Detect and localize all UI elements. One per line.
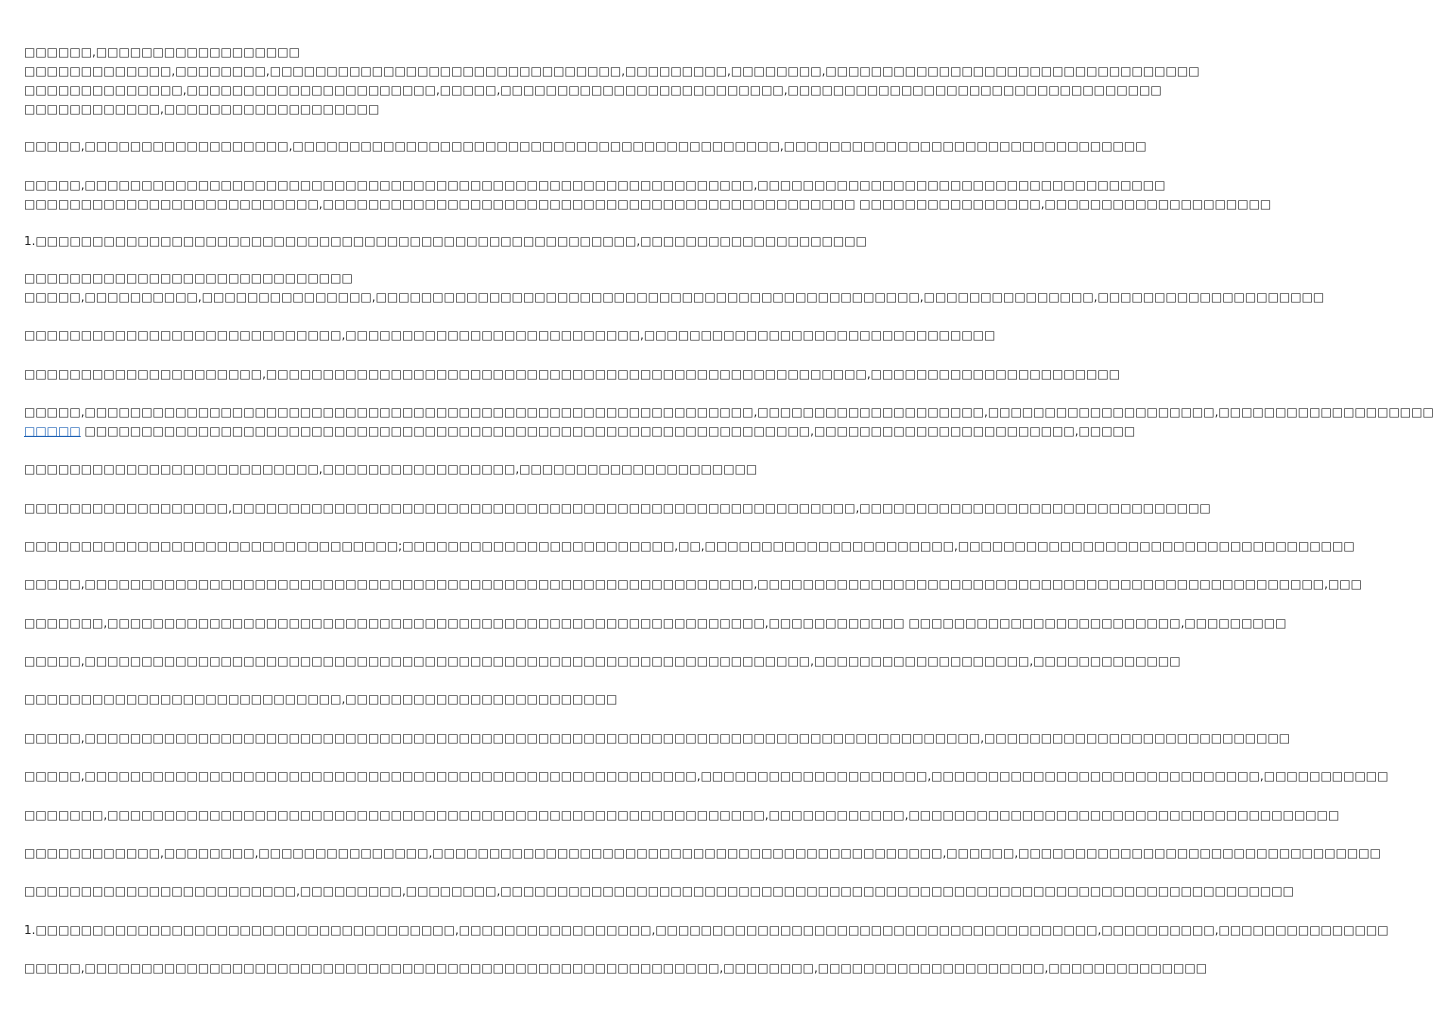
text-line: □□□□□,□□□□□□□□□□□□□□□□□□,□□□□□□□□□□□□□□□□□□□□□□□□□□□□□□□□□□□□□□□□□□□,□□□□□□□□□□□□□□□□□□□□□□□□□□□□□□□□	[24, 139, 1147, 153]
paragraph	[24, 499, 1211, 518]
paragraph	[24, 729, 1291, 748]
text-line: 1.□□□□□□□□□□□□□□□□□□□□□□□□□□□□□□□□□□□□□□□□□□□□□□□□□□□□□,□□□□□□□□□□□□□□□□□□□□	[24, 234, 867, 248]
text-line: □□□□□□□,□□□□□□□□□□□□□□□□□□□□□□□□□□□□□□□□□□□□□□□□□□□□□□□□□□□□□□□□□□,□□□□□□□□□□□□ □□□□□□□□□□□□□□□□□□□□□□□□,□□□□□□□□□	[24, 616, 1287, 630]
paragraph	[24, 43, 1200, 119]
paragraph	[24, 403, 1434, 441]
paragraph	[24, 232, 867, 251]
paragraph	[24, 921, 1389, 940]
paragraph	[24, 575, 1362, 594]
text-line: □□□□□,□□□□□□□□□□□□□□□□□□□□□□□□□□□□□□□□□□□□□□□□□□□□□□□□□□□□□□□□□□□,□□□□□□□□□□□□□□□□□□□□□□□□□□□□□□□□□□□□	[24, 178, 1166, 192]
text-line: □□□□□,□□□□□□□□□□□□□□□□□□□□□□□□□□□□□□□□□□□□□□□□□□□□□□□□□□□□□□□□□□□□□□□□,□□□□□□□□□□□□□□□□□□□,□□□□□□□□□□□□□	[24, 654, 1181, 668]
text-line: □□□□□□□□□□□□□□□□□□□□□□□□□□,□□□□□□□□□□□□□□□□□,□□□□□□□□□□□□□□□□□□□□□	[24, 462, 758, 476]
text-line: □□□□□□□□□□□□,□□□□□□□□□□□□□□□□□□□	[24, 102, 380, 116]
inline-link[interactable]: □□□□□	[24, 424, 81, 438]
text-line: □□□□□,□□□□□□□□□□□□□□□□□□□□□□□□□□□□□□□□□□□□□□□□□□□□□□□□□□□□□□□□□□□□□□□□□□□□□□□□□□□□□□□,□□□□□□□□□□□□□□□□□□□□□□□□□□□	[24, 731, 1291, 745]
paragraph	[24, 882, 1294, 901]
text-line: □□□□□□□□□□□□□□□□□□□□□□□□□□□□□□□□□;□□□□□□□□□□□□□□□□□□□□□□□□,□□,□□□□□□□□□□□□□□□□□□□□□□,□□□□□□□□□□□□□□□□□□□□□□□□□□□□□□□□□□□	[24, 539, 1355, 553]
paragraph	[24, 614, 1287, 633]
text-segment: □□□□□□□□□□□□□□□□□□□□□□□□□□□□□□□□□□□□□□□□□□□□□□□□□□□□□□□□□□□□□□□□,□□□□□□□□□□□□□□□□□□□□□□□,□□□□□	[80, 424, 1136, 438]
paragraph	[24, 326, 996, 345]
text-line: □□□□□,□□□□□□□□□□□□□□□□□□□□□□□□□□□□□□□□□□□□□□□□□□□□□□□□□□□□□□□□□□□,□□□□□□□□□□□□□□□□□□□□,□□□□□□□□□□□□□□□□□□□□,□□□□□□□□□□□□□□□□□□□	[24, 405, 1434, 419]
text-line: □□□□□□□□□□□□□□,□□□□□□□□□□□□□□□□□□□□□□,□□□□□,□□□□□□□□□□□□□□□□□□□□□□□□□,□□□□□□□□□□□□□□□□□□□□□□□□□□□□□□□□□	[24, 83, 1162, 97]
paragraph	[24, 537, 1355, 556]
text-line: □□□□□□□□□□□□□□□□□□□□□,□□□□□□□□□□□□□□□□□□□□□□□□□□□□□□□□□□□□□□□□□□□□□□□□□□□□□,□□□□□□□□□□□□□□□□□□□□□□	[24, 367, 1121, 381]
text-line: □□□□□,□□□□□□□□□□□□□□□□□□□□□□□□□□□□□□□□□□□□□□□□□□□□□□□□□□□□□□□□,□□□□□□□□,□□□□□□□□□□□□□□□□□□□□,□□□□□□□□□□□□□□	[24, 961, 1208, 975]
text-line: □□□□□,□□□□□□□□□□□□□□□□□□□□□□□□□□□□□□□□□□□□□□□□□□□□□□□□□□□□□□,□□□□□□□□□□□□□□□□□□□□,□□□□□□□□□□□□□□□□□□□□□□□□□□□□□,□□□□□□□□□□□	[24, 769, 1389, 783]
paragraph	[24, 652, 1181, 671]
paragraph	[24, 460, 758, 479]
text-line: □□□□□,□□□□□□□□□□,□□□□□□□□□□□□□□□,□□□□□□□□□□□□□□□□□□□□□□□□□□□□□□□□□□□□□□□□□□□□□□□□,□□□□□□□□□□□□□□□,□□□□□□□□□□□□□□□□□□□□	[24, 290, 1325, 304]
paragraph	[24, 176, 1272, 214]
text-line: □□□□□□□□□□□□□,□□□□□□□□,□□□□□□□□□□□□□□□□□□□□□□□□□□□□□□□,□□□□□□□□□,□□□□□□□□,□□□□□□□□□□□□□□□□□□□□□□□□□□□□□□□□□	[24, 64, 1200, 78]
text-line: □□□□□□□□□□□□□□□□□□□□□□□□□□,□□□□□□□□□□□□□□□□□□□□□□□□□□□□□□□□□□□□□□□□□□□□□□□ □□□□□□□□□□□□□□□□,□□□□□□□□□□□□□□□□□□□□	[24, 197, 1272, 211]
paragraph	[24, 767, 1389, 786]
paragraph	[24, 844, 1381, 863]
text-line: 1.□□□□□□□□□□□□□□□□□□□□□□□□□□□□□□□□□□□□□,□□□□□□□□□□□□□□□□□,□□□□□□□□□□□□□□□□□□□□□□□□□□□□□□□□□□□□□□□,□□□□□□□□□□,□□□□□□□□□□□□□□□	[24, 923, 1389, 937]
paragraph	[24, 806, 1340, 825]
paragraph	[24, 690, 696, 709]
paragraph	[24, 269, 1325, 307]
text-line: □□□□□□□□□□□□□□□□□□□□□□□□□□□□□	[24, 271, 353, 285]
text-line: □□□□□,□□□□□□□□□□□□□□□□□□□□□□□□□□□□□□□□□□□□□□□□□□□□□□□□□□□□□□□□□□□,□□□□□□□□□□□□□□□□□□□□□□□□□□□□□□□□□□□□□□□□□□□□□□□□□□,□□□	[24, 577, 1362, 591]
text-line: □□□□□□□□□□□□,□□□□□□□□,□□□□□□□□□□□□□□□,□□□□□□□□□□□□□□□□□□□□□□□□□□□□□□□□□□□□□□□□□□□□□,□□□□□□,□□□□□□□□□□□□□□□□□□□□□□□□□□□□□□□□	[24, 846, 1381, 860]
text-line: □□□□□□□□□□□□□□□□□□,□□□□□□□□□□□□□□□□□□□□□□□□□□□□□□□□□□□□□□□□□□□□□□□□□□□□□□□,□□□□□□□□□□□□□□□□□□□□□□□□□□□□□□□	[24, 501, 1211, 515]
paragraph	[24, 959, 1208, 978]
paragraph	[24, 365, 1121, 384]
text-line: □□□□□□□□□□□□□□□□□□□□□□□□□□□□,□□□□□□□□□□□□□□□□□□□□□□□□	[24, 692, 618, 706]
text-line: □□□□□□,□□□□□□□□□□□□□□□□□□	[24, 45, 300, 59]
text-line	[24, 422, 1136, 441]
paragraph	[24, 137, 1147, 156]
text-line: □□□□□□□,□□□□□□□□□□□□□□□□□□□□□□□□□□□□□□□□□□□□□□□□□□□□□□□□□□□□□□□□□□,□□□□□□□□□□□□,□□□□□□□□□□□□□□□□□□□□□□□□□□□□□□□□□□□□□□	[24, 808, 1340, 822]
text-line: □□□□□□□□□□□□□□□□□□□□□□□□□□□□,□□□□□□□□□□□□□□□□□□□□□□□□□□,□□□□□□□□□□□□□□□□□□□□□□□□□□□□□□□	[24, 328, 996, 342]
text-line: □□□□□□□□□□□□□□□□□□□□□□□□,□□□□□□□□□,□□□□□□□□,□□□□□□□□□□□□□□□□□□□□□□□□□□□□□□□□□□□□□□□□□□□□□□□□□□□□□□□□□□□□□□□□□□□□□□	[24, 884, 1294, 898]
